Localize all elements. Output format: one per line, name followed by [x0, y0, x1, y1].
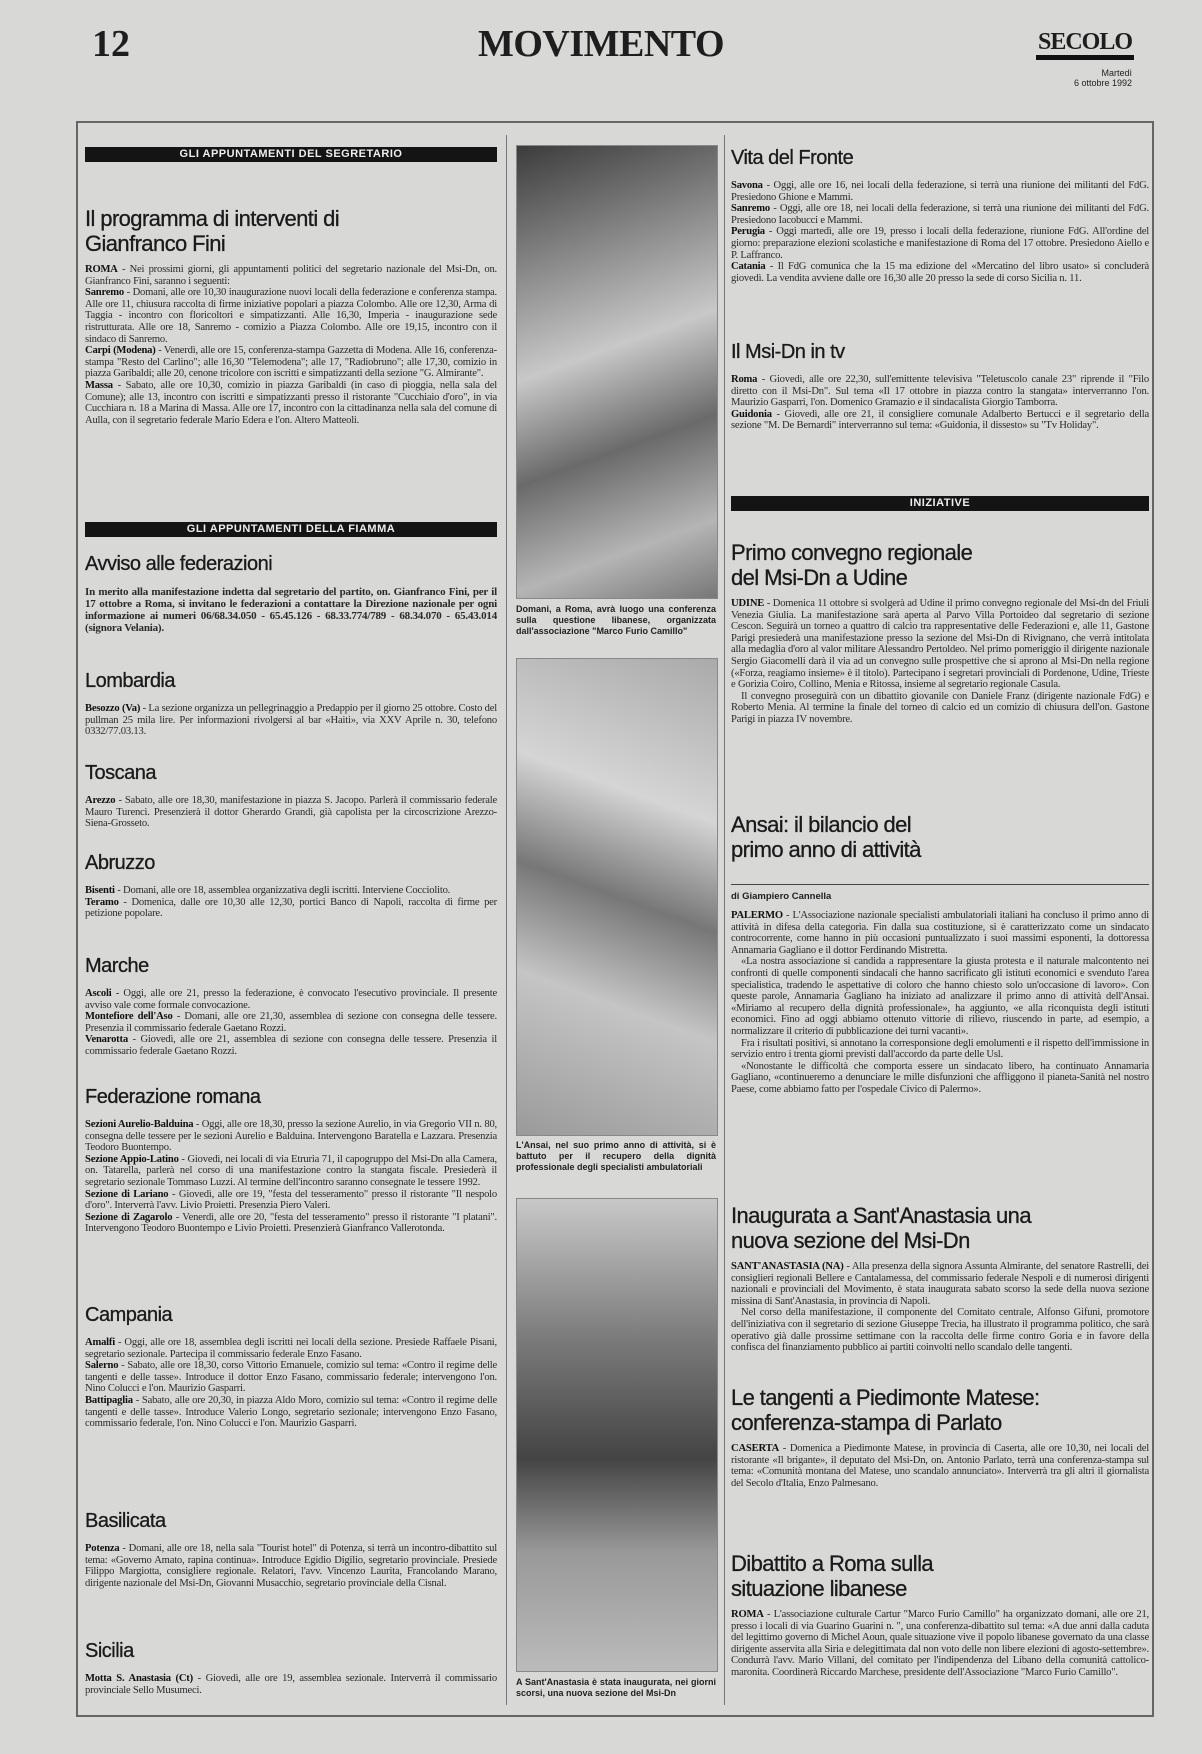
paragraph: [85, 1034, 497, 1057]
paragraph-lead: Potenza: [85, 1543, 120, 1554]
paragraph: [731, 1307, 1149, 1353]
paragraph-lead: Massa: [85, 379, 113, 391]
paragraph: [85, 1154, 497, 1189]
section-banner: INIZIATIVE: [731, 496, 1149, 511]
paragraph-lead: Catania: [731, 261, 766, 273]
paragraph-text: - Giovedì, alle ore 21, assemblea di sezione con consegna delle tessere. Presenzia il commissario federale Gaetano Rozzi.: [85, 1034, 497, 1057]
photo-medical-equipment: [516, 658, 718, 1136]
paragraph: [731, 1609, 1149, 1679]
paragraph-text: «Nonostante le difficoltà che comporta essere un sindacato libero, ha continuato Annamaria Gagliano, «continueremo a denunciare le mille disfunzioni che affliggono il pianeta-Sanità nel nostro Paese, come abbiamo fatto per l'ospedale Civico di Palermo».: [731, 1060, 1149, 1095]
basilicata-article: [85, 1509, 497, 1589]
segretario-section: [85, 147, 497, 426]
paragraph-text: - Giovedì, alle ore 19, assemblea sezionale. Interverrà il commissario provinciale Sello Musumeci.: [85, 1673, 497, 1696]
paragraph-lead: ROMA: [85, 264, 118, 275]
article-title: Campania: [85, 1304, 173, 1326]
paragraph-text: - Domani, alle ore 18, nella sala "Tourist hotel" di Potenza, si terrà un incontro-dibattito sul tema: «Governo Amato, rapina continua». Introduce Egidio Digilio, segretario provinciale. Presiede Filippo Margiotta, consigliere regionale. Relatori, l'avv. Vincenzo Laurita, Francolando Marano, dirigente nazionale del Msi-Dn, Giovanni Musacchio, segretario provinciale della Cisnal.: [85, 1543, 497, 1589]
section-banner: GLI APPUNTAMENTI DELLA FIAMMA: [85, 522, 497, 537]
newspaper-logo: [1036, 30, 1134, 60]
paragraph-lead: Carpi (Modena): [85, 345, 156, 357]
column-divider: [724, 135, 725, 1705]
paragraph: [85, 287, 497, 345]
paragraph-text: - Sabato, alle ore 20,30, in piazza Aldo Moro, comizio sul tema: «Contro il regime delle tangenti e delle tasse». Introduce Valerio Longo, segretario sezionale; intervengono Enzo Fasano, commissario federale, l'on. Nino Colucci e l'on. Maurizio Gasparri.: [85, 1394, 497, 1430]
paragraph-lead: SANT'ANASTASIA (NA): [731, 1261, 844, 1272]
paragraph: [85, 988, 497, 1011]
paragraph-lead: Sezioni Aurelio-Balduina: [85, 1119, 194, 1130]
paragraph-text: - Oggi martedì, alle ore 19, presso i locali della federazione, riunione FdG. All'ordine del giorno: preparazione elezioni scolastiche e manifestazione di Roma del 17 ottobre. Presiedono Aiello e P. Laffranco.: [731, 226, 1149, 261]
paragraph-lead: Guidonia: [731, 408, 772, 420]
paragraph: [85, 1119, 497, 1154]
logo-text: SECOLO: [1037, 29, 1133, 55]
paragraph: [85, 264, 497, 287]
paragraph-lead: Sezione di Lariano: [85, 1188, 169, 1200]
paragraph-lead: Montefiore dell'Aso: [85, 1011, 173, 1023]
paragraph-text: - Domenica a Piedimonte Matese, in provincia di Caserta, alle ore 10,30, nei locali del ristorante «Il brigante», il deputato del Msi-Dn, on. Antonio Parlato, terrà una conferenza-stampa sul tema: «Comunità montana del Matese, uno scandalo annunciato». Interverrà tra gli altri il giornalista del Secolo d'Italia, Enzo Palmesano.: [731, 1443, 1149, 1489]
paragraph-text: - Il FdG comunica che la 15 ma edizione del «Mercatino del libro usato» si concluderà giovedì. La vendita avviene dalle ore 16,30 alle 20 presso la sede di corso Sicilia n. 11.: [731, 261, 1149, 284]
paragraph-text: «La nostra associazione si candida a rappresentare la giusta protesta e il naturale malcontento nei confronti di quelle componenti sindacali che hanno sacrificato gli istituti economici e svenduto l'area specialistica, tradendo le aspettative di coloro che hanno chiesto solo un'occasione di lavoro». Con queste parole, Annamaria Gagliano ha iniziato ad analizzare il primo anno di attività dell'Ansai. «Miriamo al recupero della dignità professionale», ha aggiunto, «e alla riconquista degli istituti economici. Fino ad oggi abbiamo ottenuto vittorie di rilievo, riuscendo in parte, ad esempio, a normalizzare il criterio di pubblicazione dei turni vacanti».: [731, 956, 1149, 1037]
ansai-article: [731, 812, 1149, 1096]
paragraph-text: Nel corso della manifestazione, il componente del Comitato centrale, Alfonso Gifuni, promotore dell'iniziativa con il segretario di sezione Giuseppe Trecia, ha illustrato il programma politico, che sarà operativo già dalle prossime settimane con la raccolta delle firme contro Goria e in favore della confisca del finanziamento pubblico ai partiti coinvolti nello scandalo delle tangenti.: [731, 1307, 1149, 1354]
toscana-article: [85, 761, 497, 830]
article-body: In merito alla manifestazione indetta dal segretario del partito, on. Gianfranco Fini, per il 17 ottobre a Roma, si invitano le federazioni a contattare la Direzione nazionale per ogni informazione ai numeri 06/68.34.050 - 65.45.126 - 68.33.774/789 - 68.34.070 - 65.43.014 (signora Velania).: [85, 586, 497, 634]
article-body: [731, 1261, 1149, 1354]
paragraph-lead: Venarotta: [85, 1034, 128, 1046]
paragraph-text: - Sabato, alle ore 10,30, comizio in piazza Garibaldi (in caso di pioggia, nella sala del Comune); alle 13, incontro con iscritti e simpatizzanti presso il ristorante "Cucchiaio d'oro", in via Cucchiara n. 18 a Marina di Massa. Alle ore 17, incontro con la cittadinanza nella sala del comune di Aulla, con il segretario federale Mario Edera e l'on. Altero Matteoli.: [85, 379, 497, 426]
paragraph: [731, 226, 1149, 261]
article-body: [731, 598, 1149, 726]
article-body: [85, 703, 497, 738]
paragraph-text: - Domani, alle ore 10,30 inaugurazione nuovi locali della federazione e conferenza stampa. Alle ore 11, chiusura raccolta di firme iniziative popolari a piazza Colombo. Alle ore 12,30, Arma di Taggia - incontro con floricoltori e simpatizzanti. Alle 16,30, Imperia - inaugurazione sede ristrutturata. Alle ore 18, Sanremo - comizio a Piazza Colombo. Alle ore 19,15, incontro con il sindaco di Sanremo.: [85, 287, 497, 345]
paragraph-lead: Sezione di Zagarolo: [85, 1211, 173, 1223]
paragraph: [731, 203, 1149, 226]
logo-bar: [1036, 55, 1134, 60]
article-title: Il programma di interventi di Gianfranco Fini: [85, 206, 340, 256]
photo-section-inauguration: [516, 1198, 718, 1672]
udine-article: [731, 540, 1149, 726]
paragraph-lead: UDINE: [731, 598, 765, 609]
paragraph-lead: PALERMO: [731, 910, 783, 921]
article-body: [85, 795, 497, 830]
paragraph-text: - Oggi, alle ore 18, nei locali della federazione, si terrà una riunione dei militanti del FdG. Presiedono Iacobucci e Mammi.: [731, 203, 1149, 226]
photo-caption: Domani, a Roma, avrà luogo una conferenza sulla questione libanese, organizzata dall'associazione "Marco Furio Camillo": [516, 604, 716, 636]
paragraph: [731, 261, 1149, 284]
paragraph-lead: Ascoli: [85, 988, 112, 999]
photo-caption: L'Ansai, nel suo primo anno di attività, si è battuto per il recupero della dignità professionale degli specialisti ambulatoriali: [516, 1140, 716, 1172]
photo-caption: A Sant'Anastasia è stata inaugurata, nei giorni scorsi, una nuova sezione del Msi-Dn: [516, 1677, 716, 1698]
sicilia-article: [85, 1639, 497, 1696]
issue-date: [1000, 68, 1132, 88]
article-title: Basilicata: [85, 1510, 166, 1532]
paragraph-text: - Domenica, dalle ore 10,30 alle 12,30, portici Banco di Napoli, raccolta di firme per petizione popolare.: [85, 896, 497, 920]
paragraph-text: - Alla presenza della signora Assunta Almirante, del senatore Rastrelli, dei consiglieri regionali Bellere e Cantalamessa, del commissario federale Nespoli e di numerosi dirigenti nazionali e provinciali del Movimento, è stata inaugurata sabato scorso la sede della nuova sezione missina di Sant'Anastasia, in provincia di Napoli.: [731, 1261, 1149, 1307]
article-body: [85, 1119, 497, 1235]
article-body: [731, 374, 1149, 432]
tangenti-article: [731, 1385, 1149, 1489]
paragraph: [85, 795, 497, 830]
paragraph-text: - L'Associazione nazionale specialisti ambulatoriali italiani ha concluso il primo anno di attività in difesa della categoria. Fin dalla sua costituzione, si è caratterizzato come un sindacato controcorrente, come hanno in più occasioni puntualizzato i suoi massimi esponenti, la dottoressa Annamaria Gagliano e il dottor Ferdinando Mistretta.: [731, 910, 1149, 956]
paragraph-text: - Sabato, alle ore 18,30, manifestazione in piazza S. Jacopo. Parlerà il commissario federale Mauro Turenci. Presenzierà il dottor Gherardo Grandi, già capolista per la circoscrizione Arezzo-Siena-Grosseto.: [85, 795, 497, 830]
issue-day: Martedì: [1101, 68, 1132, 78]
article-title: Dibattito a Roma sulla situazione libanese: [731, 1551, 934, 1601]
paragraph-lead: Motta S. Anastasia (Ct): [85, 1673, 193, 1684]
paragraph: [85, 885, 497, 897]
article-body: [731, 910, 1149, 1096]
paragraph: [731, 409, 1149, 432]
paragraph-lead: Salerno: [85, 1360, 119, 1372]
article-title: Le tangenti a Piedimonte Matese: conferenza-stampa di Parlato: [731, 1385, 1040, 1435]
paragraph: [85, 1395, 497, 1430]
tv-article: [731, 340, 1149, 432]
paragraph: [731, 1261, 1149, 1307]
article-title: Marche: [85, 955, 149, 977]
article-title: Ansai: il bilancio del primo anno di attività: [731, 812, 921, 862]
article-body: [85, 1543, 497, 1589]
paragraph: [85, 897, 497, 920]
paragraph: [731, 956, 1149, 1037]
article-title: Sicilia: [85, 1640, 134, 1662]
article-body: [731, 180, 1149, 284]
section-title: MOVIMENTO: [477, 23, 725, 65]
paragraph-text: - Giovedì, alle ore 19, "festa del tesseramento" presso il ristorante "Il nespolo d'oro". Interverrà l'avv. Livio Proietti. Presenzia Piero Valeri.: [85, 1188, 498, 1212]
paragraph-lead: Teramo: [85, 896, 119, 908]
paragraph-text: - Oggi, alle ore 21, presso la federazione, è convocato l'esecutivo provinciale. Il presente avviso vale come formale convocazione.: [85, 988, 497, 1011]
article-title: Avviso alle federazioni: [85, 553, 273, 575]
paragraph-lead: ROMA: [731, 1609, 764, 1620]
paragraph: [731, 180, 1149, 203]
paragraph-text: - Giovedì, nei locali di via Etruria 71, il capogruppo del Msi-Dn alla Camera, on. Tatarella, parlerà nel corso di una manifestazione contro la stangata fiscale. Presiederà il segretario sezionale Tommaso Luzzi. Al termine dell'incontro saranno consegnate le tessere 1992.: [85, 1153, 497, 1188]
article-title: Lombardia: [85, 670, 176, 692]
paragraph-lead: Savona: [731, 180, 763, 191]
paragraph-text: - Domenica 11 ottobre si svolgerà ad Udine il primo convegno regionale del Msi-dn del Friuli Venezia Giulia. La manifestazione sarà aperta al Parvo Villa Portoideo dal segretario di sezione Cescon. Seguirà un torneo a quattro di calcio tra rappresentative delle Federazioni e, alle 11, Gastone Parigi presiederà una manifestazione presso la sezione del Msi-Dn di Rivignano, che verrà intitolata alla medaglia d'oro al valor militare Alessandro Pertoldeo. Nel primo pomeriggio il dirigente nazionale Sergio Giacomelli darà il via ad un convegno sulle prospettive che si aprono al Msi-Dn nella regione («Forza, reagiamo insieme» è il titolo). Partecipano i segretari provinciali di Pordenone, Udine, Trieste e Gorizia Coiro, Collino, Menia e Ritossa, insieme al segretario regionale Casula.: [731, 598, 1149, 691]
paragraph-lead: Sezione Appio-Latino: [85, 1153, 179, 1165]
romana-article: [85, 1085, 497, 1235]
paragraph: [85, 345, 497, 380]
dibattito-article: [731, 1551, 1149, 1679]
avviso-article: [85, 552, 497, 634]
article-title: Il Msi-Dn in tv: [731, 341, 845, 363]
paragraph-lead: Sanremo: [731, 203, 771, 215]
paragraph-lead: Arezzo: [85, 795, 116, 806]
article-body: [85, 885, 497, 920]
issue-date-text: 6 ottobre 1992: [1073, 78, 1132, 88]
article-body: [85, 988, 497, 1058]
paragraph: [731, 1061, 1149, 1096]
paragraph: [731, 1038, 1149, 1061]
paragraph-lead: Battipaglia: [85, 1394, 133, 1406]
paragraph-text: - Domani, alle ore 18, assemblea organizzativa degli iscritti. Interviene Cocciolito.: [114, 885, 451, 896]
paragraph-text: - Venerdì, alle ore 15, conferenza-stampa Gazzetta di Modena. Alle 16, conferenza-stampa "Resto del Carlino"; alle 16,30 "Telemodena"; alle 17, "Radiobruno"; alle 17,30, comizio in piazza Garibaldi; alle 20, cenone tricolore con iscritti e simpatizzanti della sezione "G. Almirante".: [85, 345, 497, 380]
article-title: Inaugurata a Sant'Anastasia una nuova sezione del Msi-Dn: [731, 1203, 1031, 1253]
article-body: [731, 1443, 1149, 1489]
byline: di Giampiero Cannella: [731, 884, 1149, 902]
article-body: [85, 264, 497, 426]
paragraph: [85, 1011, 497, 1034]
paragraph-text: - Sabato, alle ore 18,30, corso Vittorio Emanuele, comizio sul tema: «Contro il regime delle tangenti e delle tasse». Introduce il dottor Enzo Fasano, commissario federale; intervengono l'on. Nino Colucci e l'on. Maurizio Gasparri.: [85, 1360, 497, 1395]
article-title: Toscana: [85, 762, 156, 784]
paragraph-text: - Oggi, alle ore 16, nei locali della federazione, si terrà una riunione dei militanti del FdG. Presiedono Ghione e Mammi.: [731, 180, 1149, 203]
paragraph-text: - Venerdì, alle ore 20, "festa del tesseramento" presso il ristorante "I platani". Intervengono Teodoro Buontempo e Livio Proietti. Presenzierà Gianfranco Vallerotonda.: [85, 1211, 498, 1235]
paragraph-text: - La sezione organizza un pellegrinaggio a Predappio per il giorno 25 ottobre. Costo del pullman 25 mila lire. Per informazioni rivolgersi al bar «Haiti», via XXV Aprile n. 30, telefono 0332/77.03.13.: [85, 703, 497, 738]
paragraph: [85, 1543, 497, 1589]
article-body: [85, 1673, 497, 1696]
lombardia-article: [85, 669, 497, 738]
paragraph: [731, 374, 1149, 409]
paragraph: [85, 703, 497, 738]
marche-article: [85, 954, 497, 1058]
paragraph: [85, 1673, 497, 1696]
paragraph-lead: CASERTA: [731, 1443, 780, 1454]
page-number: 12: [92, 23, 130, 65]
article-title: Primo convegno regionale del Msi-Dn a Udine: [731, 540, 973, 590]
fiamma-section: [85, 522, 497, 537]
paragraph-lead: Perugia: [731, 226, 765, 238]
article-title: Abruzzo: [85, 852, 155, 874]
campania-article: [85, 1303, 497, 1430]
section-banner: GLI APPUNTAMENTI DEL SEGRETARIO: [85, 147, 497, 162]
fronte-article: [731, 146, 1149, 284]
paragraph: [85, 1337, 497, 1360]
paragraph: [85, 1360, 497, 1395]
paragraph-lead: Bisenti: [85, 885, 115, 896]
paragraph: [85, 380, 497, 426]
paragraph: [731, 1443, 1149, 1489]
article-body: [731, 1609, 1149, 1679]
column-divider: [506, 135, 507, 1705]
photo-woman-child: [516, 145, 718, 599]
iniziative-section: [731, 496, 1149, 511]
paragraph-text: - Oggi, alle ore 18,30, presso la sezione Aurelio, in via Gregorio VII n. 80, consegna delle tessere per le sezioni Aurelio e Balduina. Intervengono Baratella e Lazzara. Presenzia Teodoro Buontempo.: [85, 1119, 497, 1154]
abruzzo-article: [85, 851, 497, 920]
paragraph-text: - Giovedì, alle ore 22,30, sull'emittente televisiva "Teletuscolo canale 23" riprende il "Filo diretto con il Msi-Dn". Sul tema «Il 17 ottobre in piazza contro la stangata» interverranno l'on. Maurizio Gasparri, l'on. Domenico Gramazio e il sindacalista Giorgio Tamborra.: [731, 374, 1149, 409]
paragraph: [85, 1189, 497, 1212]
article-body: [85, 1337, 497, 1430]
anastasia-article: [731, 1203, 1149, 1354]
paragraph: [731, 691, 1149, 726]
paragraph-lead: Amalfi: [85, 1337, 115, 1348]
paragraph: [731, 910, 1149, 956]
paragraph: [731, 598, 1149, 691]
paragraph-text: Il convegno proseguirà con un dibattito giovanile con Daniele Franz (dirigente nazionale FdG) e Roberto Menia. Al termine la finale del torneo di calcio ed un comizio di chiusura dell'on. Gastone Parigi in piazza IV novembre.: [731, 690, 1149, 725]
paragraph: [85, 1212, 497, 1235]
paragraph-lead: Besozzo (Va): [85, 703, 141, 714]
paragraph-text: - Nei prossimi giorni, gli appuntamenti politici del segretario nazionale del Msi-Dn, on. Gianfranco Fini, saranno i seguenti:: [85, 264, 497, 287]
paragraph-text: - L'associazione culturale Cartur "Marco Furio Camillo" ha organizzato domani, alle ore 21, presso i locali di via Guarino Guarini n. ", una conferenza-dibattito sul tema: «A due anni dalla caduta del legittimo governo di Michel Aoun, quale situazione vive il popolo libanese governato da una classe dirigente asservita alla Siria e delegittimata dal non voto delle non libere elezioni di agosto-settembre». Condurrà l'avv. Mario Villani, del comitato per l'indipendenza del Libano della comunità cattolico-maronita. Coordinerà Riccardo Marchese, presidente dell'Associazione "Marco Furio Camillo".: [731, 1609, 1149, 1678]
paragraph-text: - Domani, alle ore 21,30, assemblea di sezione con consegna delle tessere. Presenzia il commissario federale Gaetano Rozzi.: [85, 1011, 497, 1034]
paragraph-text: Fra i risultati positivi, si annotano la corresponsione degli emolumenti e il rispetto dell'immissione in servizio entro i trenta giorni previsti dall'accordo da parte delle Usl.: [731, 1037, 1149, 1061]
article-title: Vita del Fronte: [731, 147, 854, 169]
article-title: Federazione romana: [85, 1086, 261, 1108]
paragraph-lead: Sanremo: [85, 287, 125, 299]
paragraph-text: - Giovedì, alle ore 21, il consigliere comunale Adalberto Bertucci e il segretario della sezione "M. De Bernardi" interverranno sul tema: «Guidonia, il dissesto» su "Tv Holiday".: [731, 408, 1149, 432]
paragraph-text: - Oggi, alle ore 18, assemblea degli iscritti nei locali della sezione. Presiede Raffaele Pisani, segretario sezionale. Partecipa il commissario federale Enzo Fasano.: [85, 1337, 497, 1360]
paragraph-lead: Roma: [731, 374, 758, 385]
